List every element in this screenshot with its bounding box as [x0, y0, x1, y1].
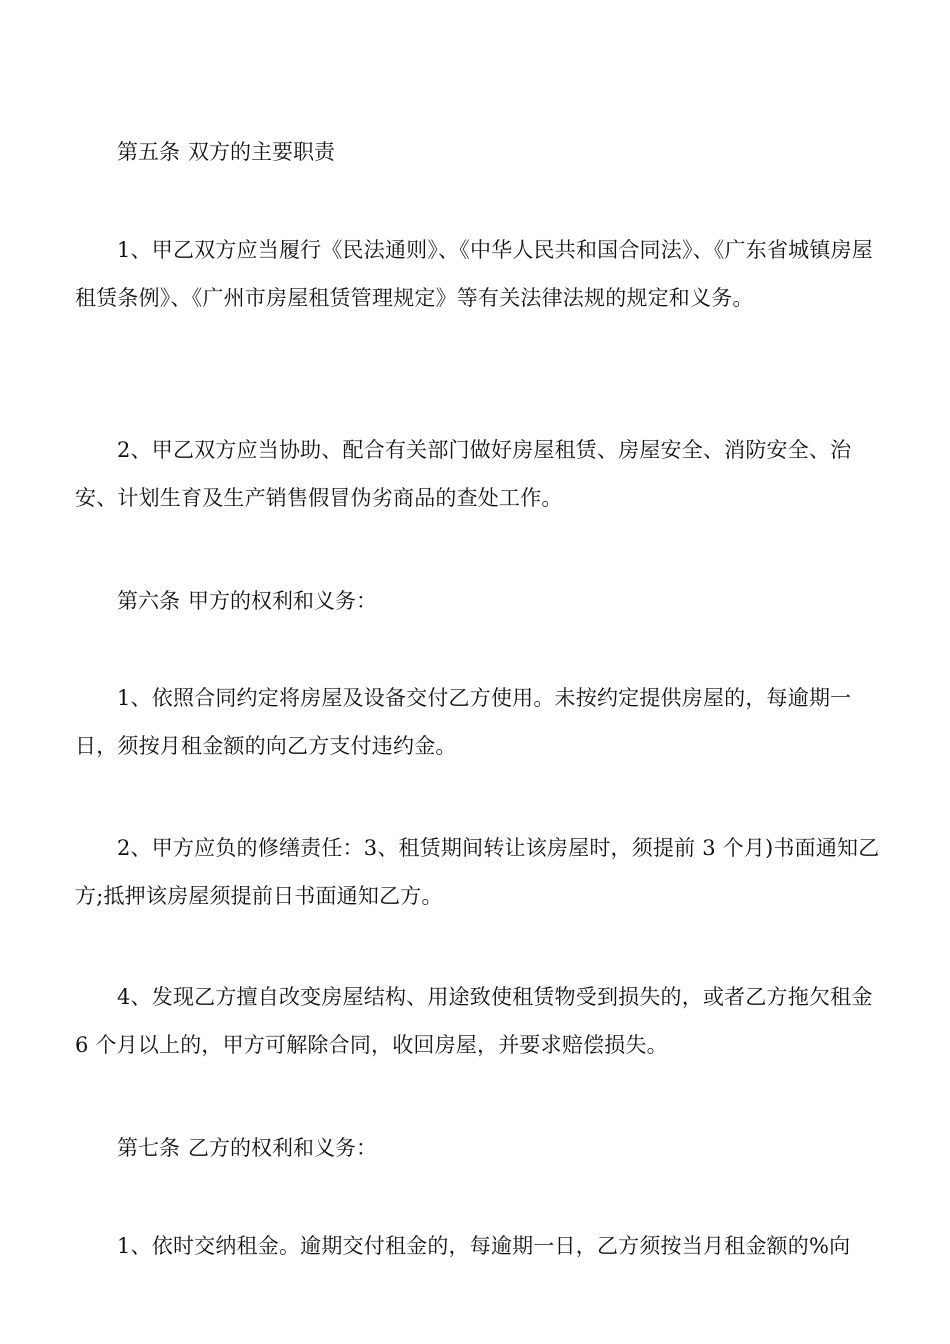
section-6-paragraph-1: 1、依照合同约定将房屋及设备交付乙方使用。未按约定提供房屋的，每逾期一日，须按月租金额的向乙方支付违约金。 — [75, 686, 852, 758]
section-6-paragraph-2: 2、甲方应负的修缮责任：3、租赁期间转让该房屋时，须提前 3 个月)书面通知乙方;抵押该房屋须提前日书面通知乙方。 — [75, 836, 880, 908]
section-5-paragraph-2: 2、甲乙双方应当协助、配合有关部门做好房屋租赁、房屋安全、消防安全、治安、计划生育及生产销售假冒伪劣商品的查处工作。 — [75, 438, 852, 510]
section-5-number: 第五条 — [117, 140, 180, 164]
section-5-heading — [117, 128, 335, 176]
section-7-title: 乙方的权利和义务： — [188, 1136, 377, 1160]
section-6-heading — [117, 577, 377, 625]
section-7-heading — [117, 1124, 377, 1172]
section-6-number: 第六条 — [117, 589, 180, 613]
section-6-title: 甲方的权利和义务： — [188, 589, 377, 613]
section-7-number: 第七条 — [117, 1136, 180, 1160]
section-6-paragraph-4: 4、发现乙方擅自改变房屋结构、用途致使租赁物受到损失的，或者乙方拖欠租金 6 个月以上的，甲方可解除合同，收回房屋，并要求赔偿损失。 — [75, 985, 873, 1057]
section-7-paragraph-1: 1、依时交纳租金。逾期交付租金的，每逾期一日，乙方须按当月租金额的%向 — [117, 1234, 851, 1258]
section-5-paragraph-1: 1、甲乙双方应当履行《民法通则》、《中华人民共和国合同法》、《广东省城镇房屋租赁条例》、《广州市房屋租赁管理规定》等有关法律法规的规定和义务。 — [75, 238, 873, 310]
section-5-title: 双方的主要职责 — [188, 140, 335, 164]
